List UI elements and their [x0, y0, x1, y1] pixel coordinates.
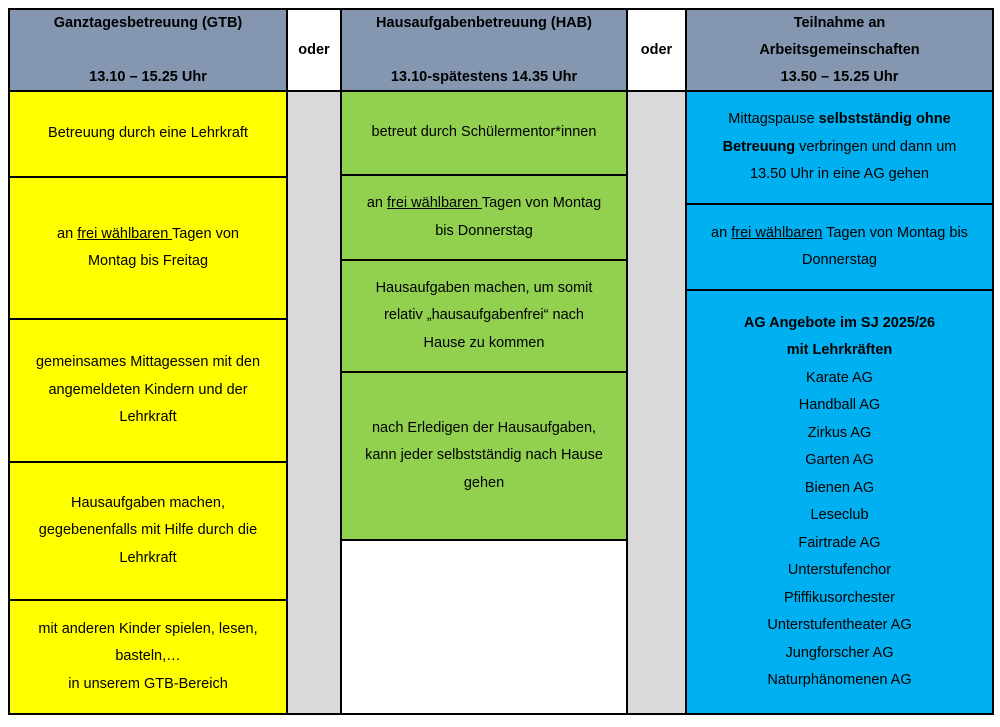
text-line: Handball AG	[798, 397, 881, 413]
text-line: gegebenenfalls mit Hilfe durch die	[38, 522, 258, 539]
gtb-cell-play	[10, 601, 286, 713]
text-line: Zirkus AG	[807, 424, 872, 441]
text-line: AG Angebote im SJ 2025/26	[743, 314, 936, 331]
text-line: 13.50 – 15.25 Uhr	[780, 68, 899, 85]
text-line: an frei wählbaren Tagen von Montag	[366, 195, 602, 211]
care-options-table	[8, 8, 994, 715]
hab-cell-homework-free	[342, 261, 626, 373]
text-line: 13.50 Uhr in eine AG gehen	[750, 166, 929, 183]
hab-cell-go-home	[342, 373, 626, 541]
separator-fill-2	[628, 92, 685, 713]
text-line: Unterstufenchor	[787, 562, 892, 578]
text-line: Unterstufentheater AG	[767, 617, 912, 633]
text-line: Donnerstag	[802, 252, 877, 268]
text-line: Fairtrade AG	[798, 534, 881, 551]
text-line: basteln,…	[115, 648, 181, 665]
text-line: Hausaufgaben machen, um somit	[375, 279, 593, 296]
text-line: mit anderen Kinder spielen, lesen,	[38, 620, 258, 637]
text-line: Arbeitsgemeinschaften	[759, 41, 920, 58]
hab-cell-empty	[342, 541, 626, 713]
separator-fill-1	[288, 92, 340, 713]
ag-header	[687, 10, 992, 92]
text-line: Bienen AG	[804, 479, 875, 496]
hab-cell-mentors	[342, 92, 626, 176]
gtb-cell-days	[10, 178, 286, 320]
text-line: Hausaufgabenbetreuung (HAB)	[376, 14, 592, 31]
column-gtb	[8, 8, 288, 715]
text-line: betreut durch Schülermentor*innen	[371, 124, 597, 141]
text-line: angemeldeten Kindern und der	[48, 381, 248, 398]
text-line: 13.10 – 15.25 Uhr	[89, 68, 207, 85]
text-line: relativ „hausaufgabenfrei“ nach	[384, 307, 584, 324]
text-line	[482, 37, 486, 64]
text-line: Lehrkraft	[119, 549, 177, 566]
text-line: kann jeder selbstständig nach Hause	[365, 447, 603, 464]
oder-label-2: oder	[628, 10, 685, 92]
ag-cell-lunch-break	[687, 92, 992, 205]
column-ag	[685, 8, 994, 715]
oder-label-1: oder	[288, 10, 340, 92]
text-line: 13.10-spätestens 14.35 Uhr	[390, 68, 578, 85]
text-line: Hausaufgaben machen,	[71, 494, 225, 511]
text-line: Ganztagesbetreuung (GTB)	[53, 14, 243, 31]
text-line: an frei wählbaren Tagen von	[57, 225, 239, 242]
text-line: Pfiffikusorchester	[784, 589, 895, 606]
text-line: Hause zu kommen	[423, 334, 545, 351]
text-line: Jungforscher AG	[785, 644, 894, 661]
separator-1	[288, 8, 340, 715]
ag-cell-days	[687, 205, 992, 291]
text-line: Teilnahme an	[793, 14, 886, 31]
gtb-cell-lunch	[10, 320, 286, 463]
gtb-cell-homework	[10, 463, 286, 601]
gtb-header	[10, 10, 286, 92]
text-line: an frei wählbaren Tagen von Montag bis	[711, 224, 968, 241]
text-line: Betreuung verbringen und dann um	[722, 138, 957, 155]
text-line: in unserem GTB-Bereich	[68, 675, 228, 692]
column-hab	[340, 8, 628, 715]
text-line: Montag bis Freitag	[87, 253, 209, 269]
ag-cell-offer-list	[687, 291, 992, 713]
gtb-cell-supervision	[10, 92, 286, 178]
text-line: bis Donnerstag	[435, 222, 533, 239]
separator-2	[628, 8, 685, 715]
text-line: nach Erledigen der Hausaufgaben,	[371, 419, 597, 436]
text-line: Naturphänomenen AG	[767, 672, 912, 688]
hab-cell-days	[342, 176, 626, 261]
text-line: Lehrkraft	[119, 409, 177, 426]
hab-header	[342, 10, 626, 92]
text-line: Betreuung durch eine Lehrkraft	[48, 125, 248, 142]
text-line	[146, 37, 150, 64]
text-line: mit Lehrkräften	[786, 342, 893, 358]
text-line: Garten AG	[805, 452, 874, 468]
text-line: Karate AG	[806, 369, 873, 386]
text-line: gemeinsames Mittagessen mit den	[35, 354, 261, 371]
text-line: Leseclub	[810, 507, 869, 523]
text-line: gehen	[463, 474, 505, 491]
text-line: Mittagspause selbstständig ohne	[728, 111, 951, 128]
